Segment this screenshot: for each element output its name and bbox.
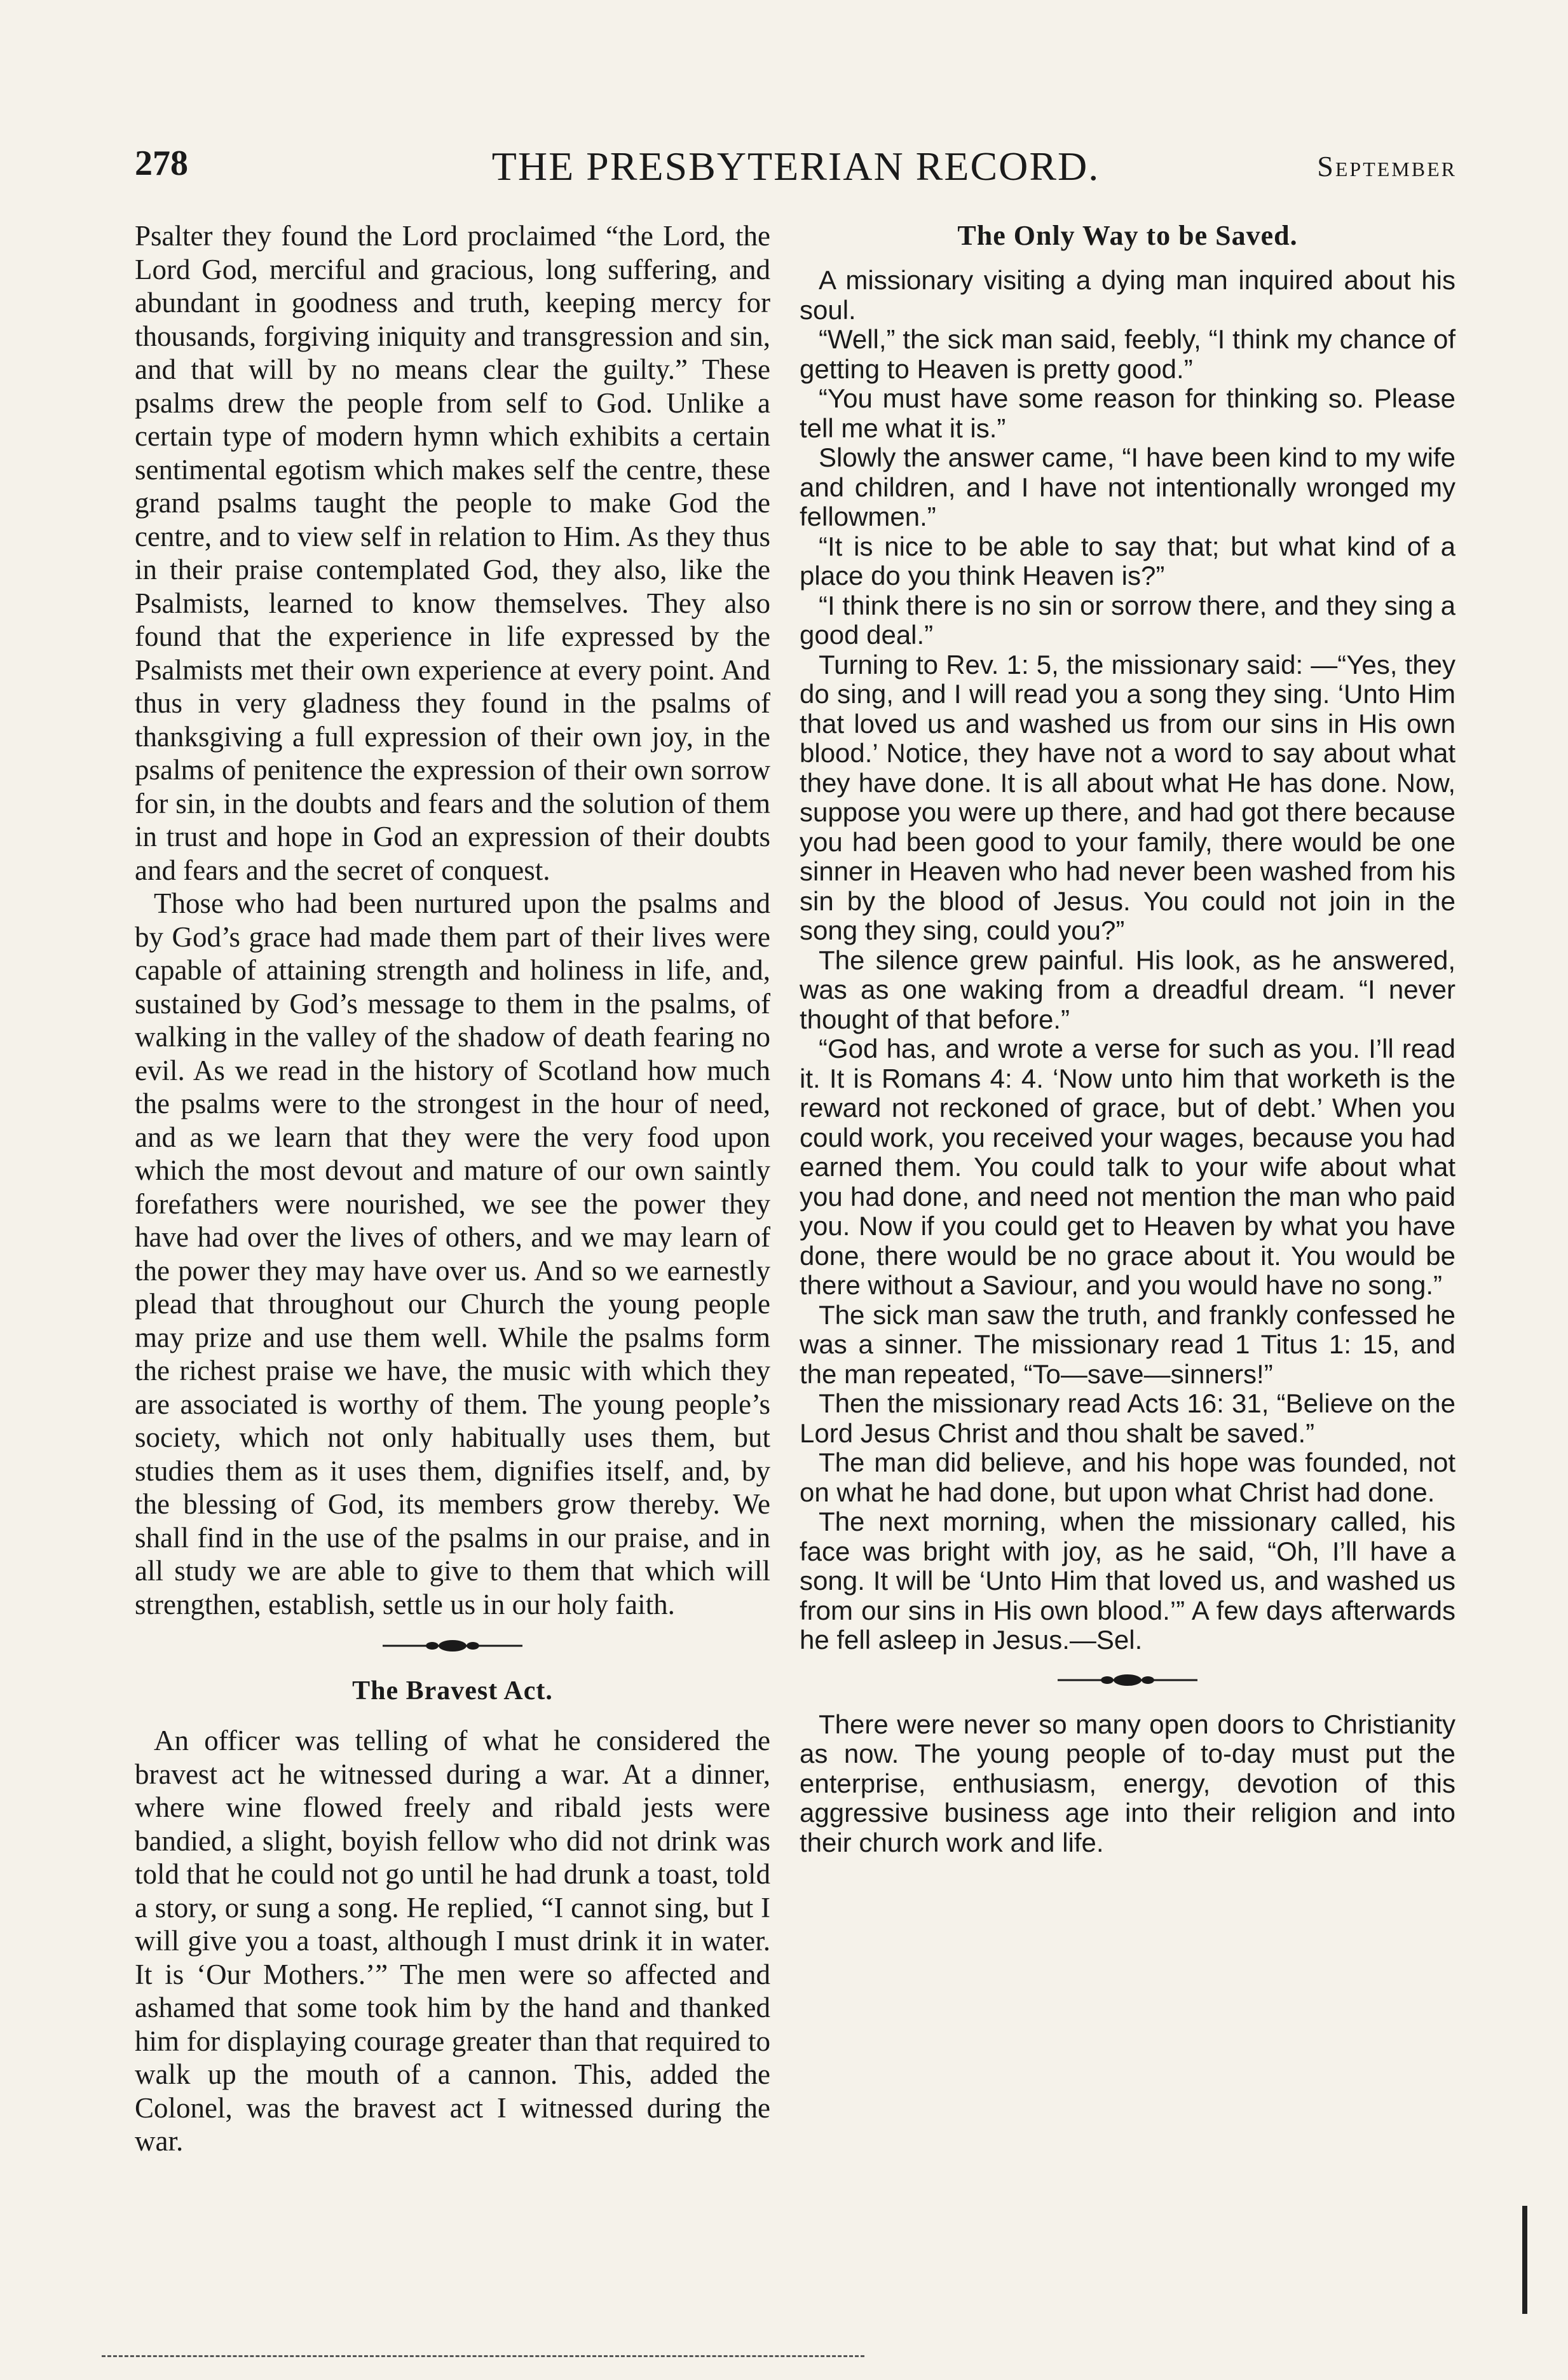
ornamental-rule-icon xyxy=(1058,1673,1197,1687)
only-way-paragraph: “I think there is no sin or sorrow there, and they sing a good deal.” xyxy=(800,590,1456,650)
open-doors-paragraph: There were never so many open doors to Christianity as now. The young people of to-day must put the enterprise, enthusiasm, energy, devotion of this aggressive business age into their religion and into their church work and life. xyxy=(800,1709,1456,1857)
only-way-paragraph: “It is nice to be able to say that; but what kind of a place do you think Heaven is?” xyxy=(800,531,1456,591)
left-column xyxy=(135,219,770,2158)
only-way-paragraph: The silence grew painful. His look, as he answered, was as one waking from a dreadful dream. “I never thought of that before.” xyxy=(800,945,1456,1034)
psalms-paragraph-2: Those who had been nurtured upon the psalms and by God’s grace had made them part of their lives were capable of attaining strength and holiness in life, and, sustained by God’s message to them in the psalms, of walking in the valley of the shadow of death fearing no evil. As we read in the history of Scotland how much the psalms were to the strongest in the hour of need, and as we learn that they were the very food upon which the most devout and mature of our own saintly forefathers were nourished, we see the power they have had over the lives of others, and we may learn of the power they may have over us. And so we earnestly plead that throughout our Church the young people may prize and use them well. While the psalms form the richest praise we have, the music with which they are associated is worthy of them. The young people’s society, which not only habitually uses them, but studies them as it uses them, dignifies itself, and, by the blessing of God, its members grow thereby. We shall find in the use of the psalms in our praise, and in all study we are able to give to them that which will strengthen, establish, settle us in our holy faith. xyxy=(135,887,770,1620)
ornamental-rule-icon xyxy=(383,1639,522,1653)
margin-mark xyxy=(1522,2206,1527,2314)
page-header xyxy=(135,143,1457,200)
only-way-paragraph: The next morning, when the missionary called, his face was bright with joy, as he said, “Oh, I’ll have a song. It will be ‘Unto Him that loved us, and washed us from our sins in His own blood.’” A few days afterwards he fell asleep in Jesus.—Sel. xyxy=(800,1507,1456,1655)
right-column xyxy=(800,219,1456,1857)
bottom-dashed-rule xyxy=(102,2355,864,2357)
journal-title: THE PRESBYTERIAN RECORD. xyxy=(491,144,1100,189)
bravest-act-body: An officer was telling of what he considered the bravest act he witnessed during a war. At a dinner, where wine flowed freely and ribald jests were bandied, a slight, boyish fellow who did not drink was told that he could not go until he had drunk a toast, told a story, or sung a song. He replied, “I cannot sing, but I will give you a toast, although I must drink it in water. It is ‘Our Mothers.’” The men were so affected and ashamed that some took him by the hand and thanked him for displaying courage greater than that required to walk up the mouth of a cannon. This, added the Colonel, was the bravest act I witnessed during the war. xyxy=(135,1725,770,2157)
only-way-paragraph: Slowly the answer came, “I have been kind to my wife and children, and I have not intentionally wronged my fellowmen.” xyxy=(800,442,1456,531)
only-way-paragraph: “You must have some reason for thinking so. Please tell me what it is.” xyxy=(800,383,1456,443)
only-way-paragraph: A missionary visiting a dying man inquired about his soul. xyxy=(800,265,1456,325)
only-way-paragraph: “Well,” the sick man said, feebly, “I think my chance of getting to Heaven is pretty good.” xyxy=(800,324,1456,384)
only-way-paragraph: “God has, and wrote a verse for such as you. I’ll read it. It is Romans 4: 4. ‘Now unto him that worketh is the reward not reckoned of grace, but of debt.’ When you could work, you received your wages, because you had earned them. You could talk to your wife about what you had done, and need not mention the man who paid you. Now if you could get to Heaven by what you have done, there would be no grace about it. You would be there without a Saviour, and you would have no song.” xyxy=(800,1034,1456,1300)
page-number: 278 xyxy=(135,144,188,183)
only-way-paragraph: The man did believe, and his hope was founded, not on what he had done, but upon what Christ had done. xyxy=(800,1447,1456,1507)
only-way-paragraph: The sick man saw the truth, and frankly confessed he was a sinner. The missionary read 1 Titus 1: 15, and the man repeated, “To—save—sinners!” xyxy=(800,1299,1456,1389)
only-way-paragraph: Then the missionary read Acts 16: 31, “Believe on the Lord Jesus Christ and thou shalt be saved.” xyxy=(800,1388,1456,1448)
article-title-bravest-act: The Bravest Act. xyxy=(352,1676,553,1706)
psalms-paragraph-1: Psalter they found the Lord proclaimed “the Lord, the Lord God, merciful and gracious, long suffering, and abundant in goodness and truth, keeping mercy for thousands, forgiving iniquity and transgression and sin, and that will by no means clear the guilty.” These psalms drew the people from self to God. Unlike a certain type of modern hymn which exhibits a certain sentimental egotism which makes self the centre, these grand psalms taught the people to make God the centre, and to view self in relation to Him. As they thus in their praise contemplated God, they also, like the Psalmists, learned to know themselves. They also found that the experience in life expressed by the Psalmists met their own experience at every point. And thus in very gladness they found in the psalms of thanksgiving a full expression of their own joy, in the psalms of penitence the expression of their own sorrow for sin, in the doubts and fears and the solution of them in trust and hope in God an expression of their doubts and fears and the secret of conquest. xyxy=(135,220,770,886)
issue-month: September xyxy=(1317,150,1457,182)
only-way-paragraph: Turning to Rev. 1: 5, the missionary said: —“Yes, they do sing, and I will read you a song they sing. ‘Unto Him that loved us and washed us from our sins in His own blood.’ Notice, they have not a word to say about what they have done. It is all about what He has done. Now, suppose you were up there, and had got there because you had been good to your family, there would be one sinner in Heaven who had never been washed from his sin by the blood of Jesus. You could not join in the song they sing, could you?” xyxy=(800,649,1456,945)
article-title-only-way: The Only Way to be Saved. xyxy=(957,220,1298,251)
